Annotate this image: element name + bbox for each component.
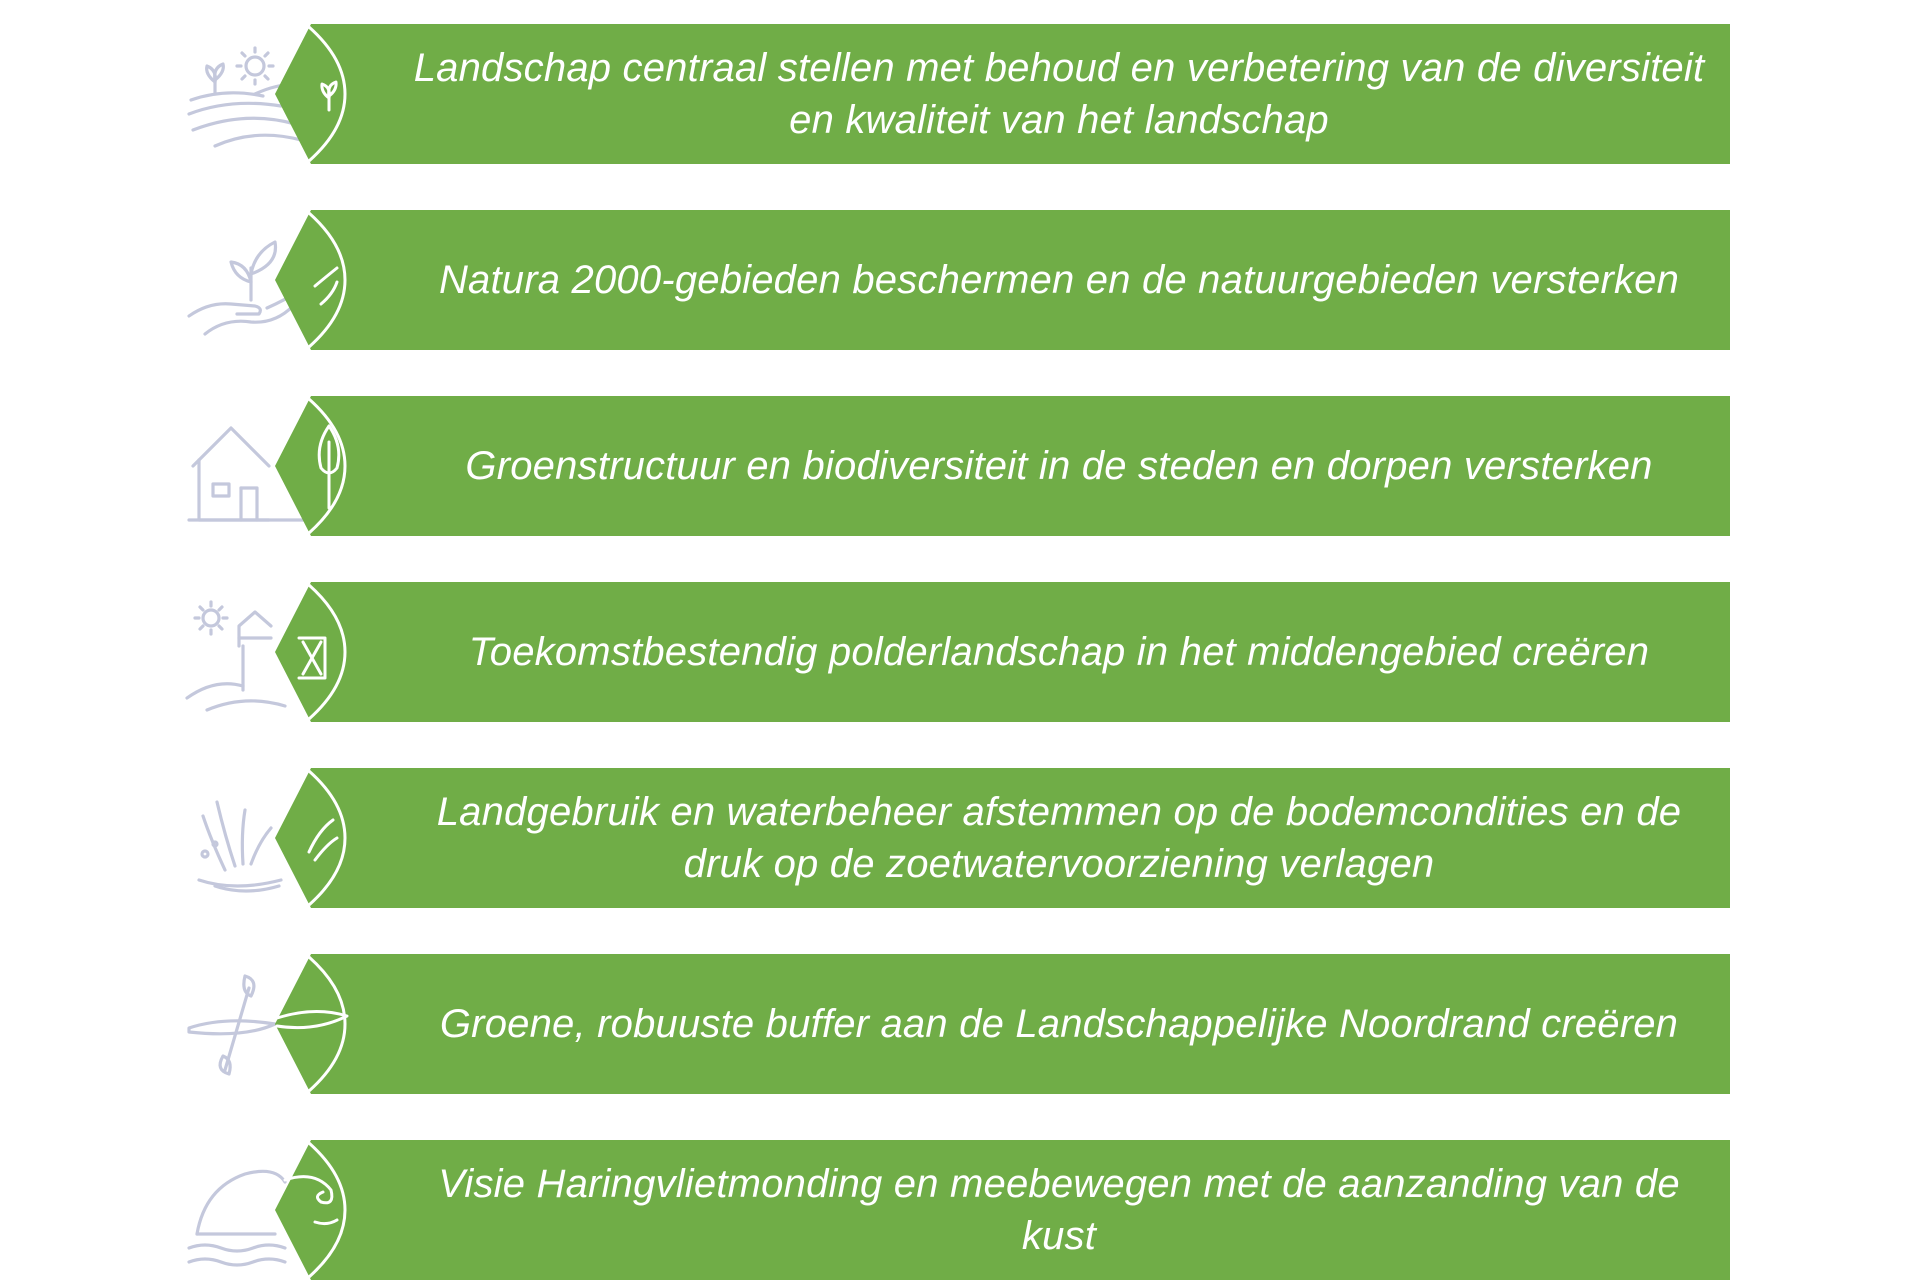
goal-text-3: Groenstructuur en biodiversiteit in de steden en dorpen versterken: [465, 444, 1653, 488]
goal-text-7: Visie Haringvlietmonding en meebewegen met de aanzanding van de kust: [438, 1162, 1680, 1258]
goal-row-7: [185, 1140, 1730, 1280]
goal-banner-3: [275, 396, 1730, 536]
goal-text-2: Natura 2000-gebieden beschermen en de natuurgebieden versterken: [438, 258, 1680, 302]
goal-text-5: Landgebruik en waterbeheer afstemmen op de bodemcondities en de druk op de zoetwatervoorziening verlagen: [436, 790, 1682, 886]
goal-banner-5: [275, 768, 1730, 908]
goal-text-1: Landschap centraal stellen met behoud en verbetering van de diversiteit en kwaliteit van het landschap: [413, 46, 1705, 142]
goal-banner-7: [275, 1140, 1730, 1280]
goal-row-5: [185, 768, 1730, 908]
goal-banner-2: [275, 210, 1730, 350]
goal-row-2: [185, 210, 1730, 350]
goal-text-6: Groene, robuuste buffer aan de Landschappelijke Noordrand creëren: [439, 1002, 1679, 1046]
goal-banner-4: [275, 582, 1730, 722]
goal-banner-6: [275, 954, 1730, 1094]
goal-row-4: [185, 582, 1730, 722]
goal-row-6: [185, 954, 1730, 1094]
goal-banner-1: [275, 24, 1730, 164]
goal-row-1: [185, 24, 1730, 164]
goal-text-4: Toekomstbestendig polderlandschap in het middengebied creëren: [468, 630, 1650, 674]
goal-row-3: [185, 396, 1730, 536]
